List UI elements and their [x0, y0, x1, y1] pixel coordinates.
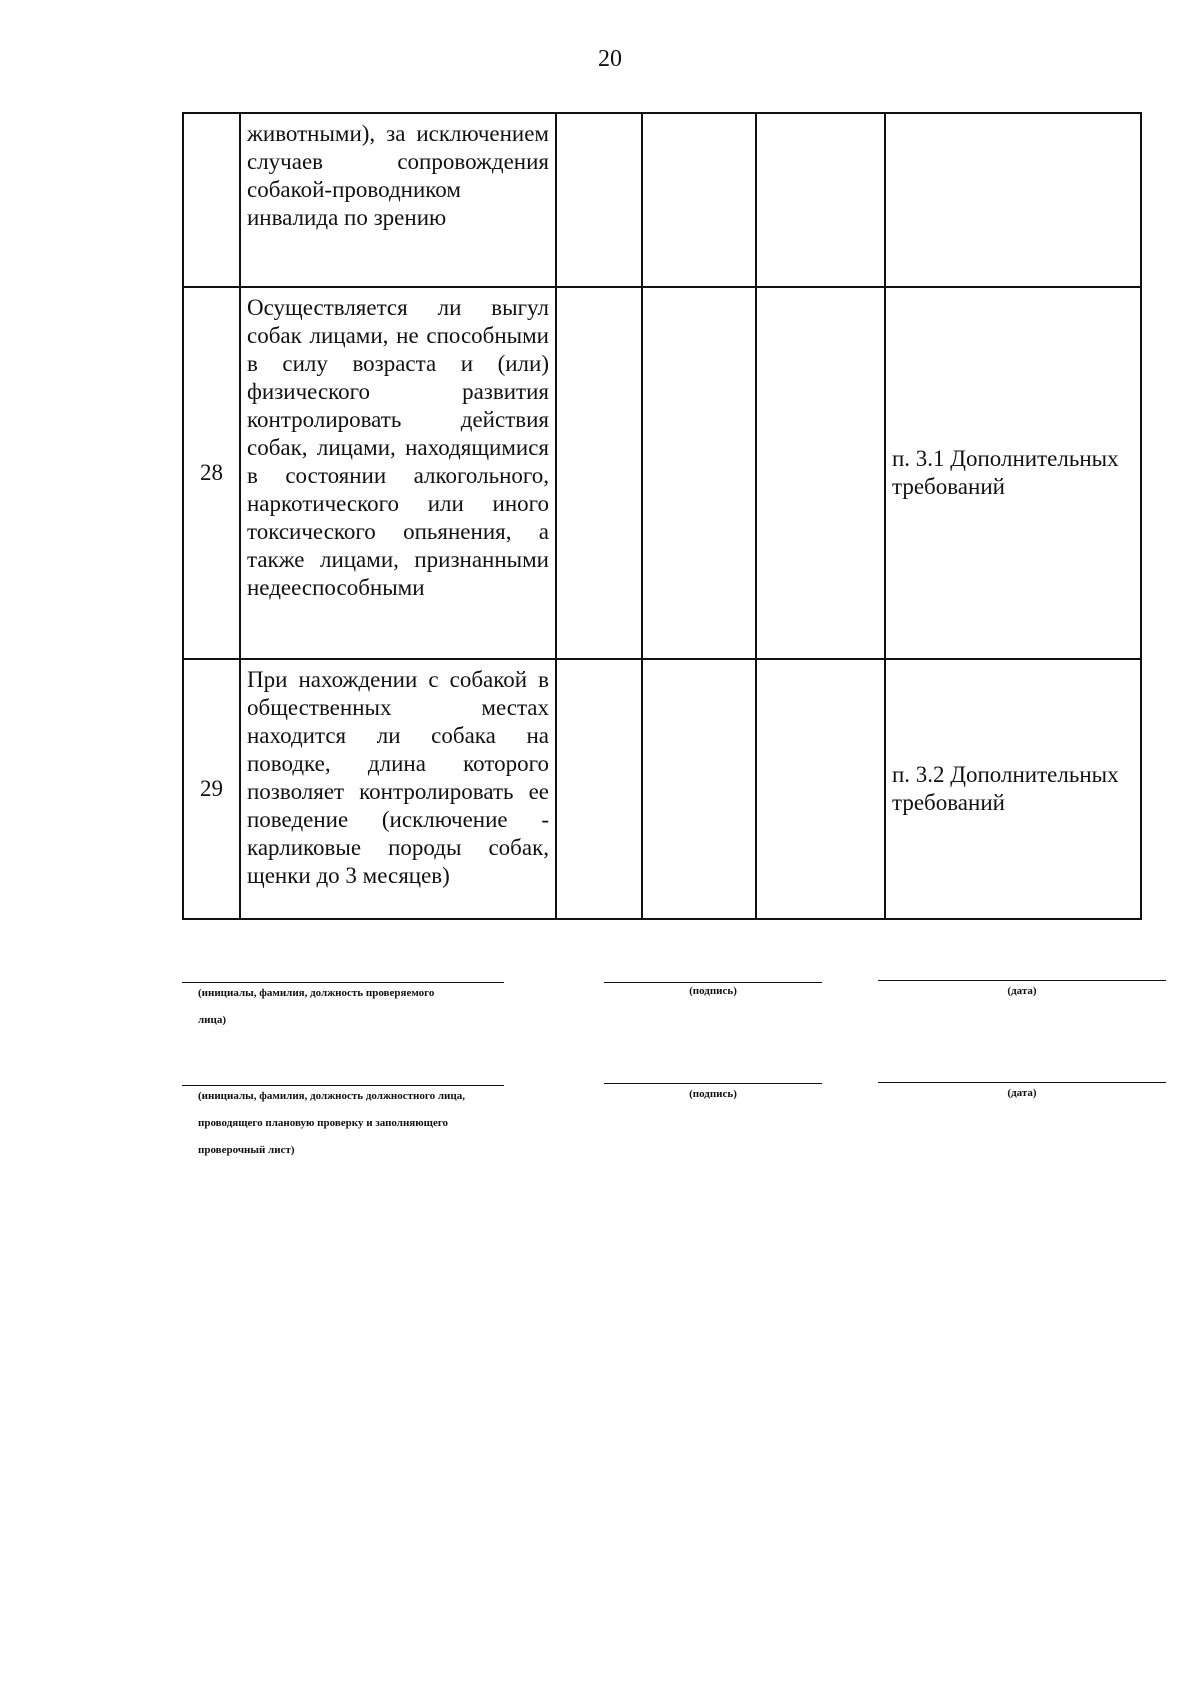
- date-caption: (дата): [1007, 985, 1037, 997]
- table-row: [183, 287, 1141, 659]
- question-text: [240, 287, 556, 659]
- answer-yes-cell[interactable]: [556, 659, 642, 919]
- question-text-content: При нахождении с собакой в общественных местах находится ли собака на поводке, длина которого позволяет контролировать ее поведение (исключение - карликовые породы собак, щенки до 3 месяцев): [247, 667, 549, 888]
- question-text-content: Осуществляется ли выгул собак лицами, не способными в силу возраста и (или) физического развития контролировать действия собак, лицами, находящимися в состоянии алкогольного, наркотического или иного токсического опьянения, а также лицами, признанными недееспособными: [247, 295, 549, 600]
- answer-no-cell[interactable]: [642, 659, 756, 919]
- name-caption: (инициалы, фамилия, должность должностного лица, проводящего плановую проверку и заполняющего проверочный лист): [198, 1090, 465, 1156]
- answer-no-cell[interactable]: [642, 113, 756, 287]
- requirement-reference: п. 3.1 Дополнительных требований: [885, 287, 1141, 659]
- answer-yes-cell[interactable]: [556, 113, 642, 287]
- item-number: 29: [183, 659, 240, 919]
- table-row: [183, 659, 1141, 919]
- page-number: 20: [598, 46, 622, 72]
- answer-na-cell[interactable]: [756, 113, 885, 287]
- question-text-content: животными), за исключением случаев сопровождения собакой-проводником инвалида по зрению: [247, 121, 549, 230]
- answer-na-cell[interactable]: [756, 659, 885, 919]
- item-number: 28: [183, 287, 240, 659]
- question-text: [240, 659, 556, 919]
- answer-yes-cell[interactable]: [556, 287, 642, 659]
- name-caption: (инициалы, фамилия, должность проверяемого лица): [198, 987, 435, 1026]
- checklist-table: [182, 112, 1142, 920]
- requirement-reference: [885, 113, 1141, 287]
- answer-na-cell[interactable]: [756, 287, 885, 659]
- question-text: [240, 113, 556, 287]
- requirement-reference: п. 3.2 Дополнительных требований: [885, 659, 1141, 919]
- signature-caption: (подпись): [689, 985, 737, 997]
- item-number: [183, 113, 240, 287]
- date-caption: (дата): [1007, 1087, 1037, 1099]
- signature-caption: (подпись): [689, 1088, 737, 1100]
- table-row: [183, 113, 1141, 287]
- answer-no-cell[interactable]: [642, 287, 756, 659]
